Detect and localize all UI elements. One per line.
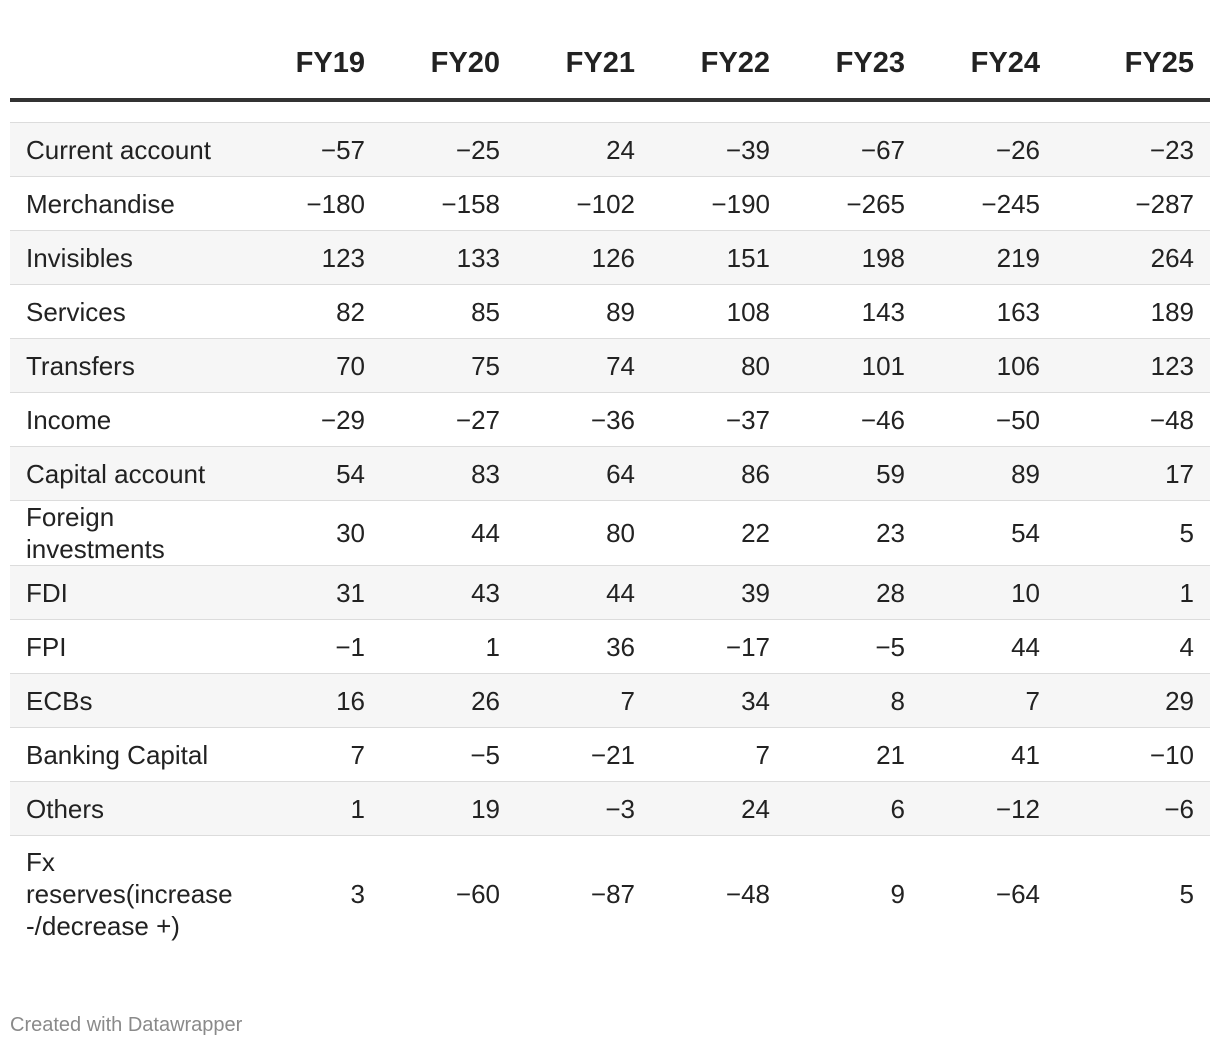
table-row (10, 177, 1210, 231)
table-row (10, 447, 1210, 501)
cell-value: −158 (381, 177, 516, 231)
cell-value: −5 (786, 620, 921, 674)
cell-value: 3 (246, 836, 381, 953)
cell-value: 82 (246, 285, 381, 339)
cell-value: −287 (1056, 177, 1210, 231)
cell-value: −1 (246, 620, 381, 674)
table-row (10, 620, 1210, 674)
cell-value: 19 (381, 782, 516, 836)
cell-value: 198 (786, 231, 921, 285)
cell-value: 24 (516, 123, 651, 177)
cell-value: −57 (246, 123, 381, 177)
cell-value: −39 (651, 123, 786, 177)
cell-value: −190 (651, 177, 786, 231)
table-row (10, 231, 1210, 285)
cell-value: −17 (651, 620, 786, 674)
cell-value: −60 (381, 836, 516, 953)
cell-value: 83 (381, 447, 516, 501)
row-label: Services (10, 285, 246, 339)
cell-value: 31 (246, 566, 381, 620)
table-row (10, 836, 1210, 953)
cell-value: −5 (381, 728, 516, 782)
cell-value: 7 (246, 728, 381, 782)
cell-value: 36 (516, 620, 651, 674)
cell-value: 44 (921, 620, 1056, 674)
table-body (10, 100, 1210, 952)
cell-value: 80 (516, 501, 651, 566)
cell-value: 106 (921, 339, 1056, 393)
cell-value: 16 (246, 674, 381, 728)
cell-value: −21 (516, 728, 651, 782)
cell-value: −12 (921, 782, 1056, 836)
cell-value: 59 (786, 447, 921, 501)
cell-value: 39 (651, 566, 786, 620)
cell-value: 80 (651, 339, 786, 393)
cell-value: −50 (921, 393, 1056, 447)
cell-value: 123 (1056, 339, 1210, 393)
table-row (10, 674, 1210, 728)
cell-value: −23 (1056, 123, 1210, 177)
cell-value: −48 (1056, 393, 1210, 447)
cell-value: 30 (246, 501, 381, 566)
cell-value: 21 (786, 728, 921, 782)
cell-value: 7 (921, 674, 1056, 728)
cell-value: 163 (921, 285, 1056, 339)
header-label-cell (10, 28, 246, 100)
cell-value: 1 (246, 782, 381, 836)
column-header-fy20: FY20 (381, 28, 516, 100)
cell-value: −64 (921, 836, 1056, 953)
cell-value: 43 (381, 566, 516, 620)
row-label: Banking Capital (10, 728, 246, 782)
data-table (10, 28, 1210, 952)
cell-value: 7 (651, 728, 786, 782)
table-row (10, 123, 1210, 177)
cell-value: 126 (516, 231, 651, 285)
cell-value: −10 (1056, 728, 1210, 782)
cell-value: 10 (921, 566, 1056, 620)
cell-value: −265 (786, 177, 921, 231)
cell-value: 1 (1056, 566, 1210, 620)
cell-value: 54 (246, 447, 381, 501)
cell-value: −27 (381, 393, 516, 447)
cell-value: 4 (1056, 620, 1210, 674)
cell-value: 75 (381, 339, 516, 393)
cell-value: −46 (786, 393, 921, 447)
cell-value: −67 (786, 123, 921, 177)
cell-value: −3 (516, 782, 651, 836)
cell-value: −29 (246, 393, 381, 447)
row-label: ECBs (10, 674, 246, 728)
column-header-fy23: FY23 (786, 28, 921, 100)
cell-value: 44 (516, 566, 651, 620)
row-label: Capital account (10, 447, 246, 501)
cell-value: 85 (381, 285, 516, 339)
row-label: Foreign investments (10, 501, 246, 566)
column-header-fy22: FY22 (651, 28, 786, 100)
cell-value: 29 (1056, 674, 1210, 728)
row-label: Merchandise (10, 177, 246, 231)
row-label: Income (10, 393, 246, 447)
cell-value: −37 (651, 393, 786, 447)
cell-value: −245 (921, 177, 1056, 231)
cell-value: −180 (246, 177, 381, 231)
cell-value: 189 (1056, 285, 1210, 339)
cell-value: 54 (921, 501, 1056, 566)
cell-value: 219 (921, 231, 1056, 285)
cell-value: 1 (381, 620, 516, 674)
cell-value: −48 (651, 836, 786, 953)
cell-value: 5 (1056, 836, 1210, 953)
header-row (10, 28, 1210, 100)
column-header-fy25: FY25 (1056, 28, 1210, 100)
table-row (10, 285, 1210, 339)
cell-value: 74 (516, 339, 651, 393)
cell-value: 151 (651, 231, 786, 285)
cell-value: 108 (651, 285, 786, 339)
column-header-fy24: FY24 (921, 28, 1056, 100)
cell-value: 70 (246, 339, 381, 393)
row-label: Invisibles (10, 231, 246, 285)
table-row (10, 566, 1210, 620)
cell-value: 41 (921, 728, 1056, 782)
datawrapper-credit: Created with Datawrapper (10, 1014, 243, 1036)
column-header-fy19: FY19 (246, 28, 381, 100)
cell-value: 22 (651, 501, 786, 566)
row-label: Transfers (10, 339, 246, 393)
cell-value: 8 (786, 674, 921, 728)
cell-value: 86 (651, 447, 786, 501)
row-label: Current account (10, 123, 246, 177)
cell-value: 34 (651, 674, 786, 728)
row-label: Others (10, 782, 246, 836)
table-row (10, 728, 1210, 782)
cell-value: 5 (1056, 501, 1210, 566)
cell-value: 123 (246, 231, 381, 285)
cell-value: 26 (381, 674, 516, 728)
cell-value: 143 (786, 285, 921, 339)
cell-value: −36 (516, 393, 651, 447)
cell-value: 23 (786, 501, 921, 566)
row-label: FPI (10, 620, 246, 674)
row-label: Fx reserves(increase -/decrease +) (10, 836, 246, 953)
cell-value: 64 (516, 447, 651, 501)
cell-value: 7 (516, 674, 651, 728)
cell-value: 9 (786, 836, 921, 953)
cell-value: −87 (516, 836, 651, 953)
cell-value: 6 (786, 782, 921, 836)
cell-value: −26 (921, 123, 1056, 177)
cell-value: −25 (381, 123, 516, 177)
table-row (10, 501, 1210, 566)
cell-value: −102 (516, 177, 651, 231)
row-label: FDI (10, 566, 246, 620)
table-row (10, 339, 1210, 393)
cell-value: 89 (921, 447, 1056, 501)
cell-value: 44 (381, 501, 516, 566)
cell-value: 89 (516, 285, 651, 339)
cell-value: 133 (381, 231, 516, 285)
cell-value: 17 (1056, 447, 1210, 501)
column-header-fy21: FY21 (516, 28, 651, 100)
table-header (10, 28, 1210, 100)
cell-value: 24 (651, 782, 786, 836)
cell-value: 264 (1056, 231, 1210, 285)
table-row (10, 393, 1210, 447)
cell-value: 101 (786, 339, 921, 393)
cell-value: 28 (786, 566, 921, 620)
cell-value: −6 (1056, 782, 1210, 836)
table-row (10, 782, 1210, 836)
data-table-container (10, 28, 1210, 952)
header-spacer (10, 100, 1210, 123)
